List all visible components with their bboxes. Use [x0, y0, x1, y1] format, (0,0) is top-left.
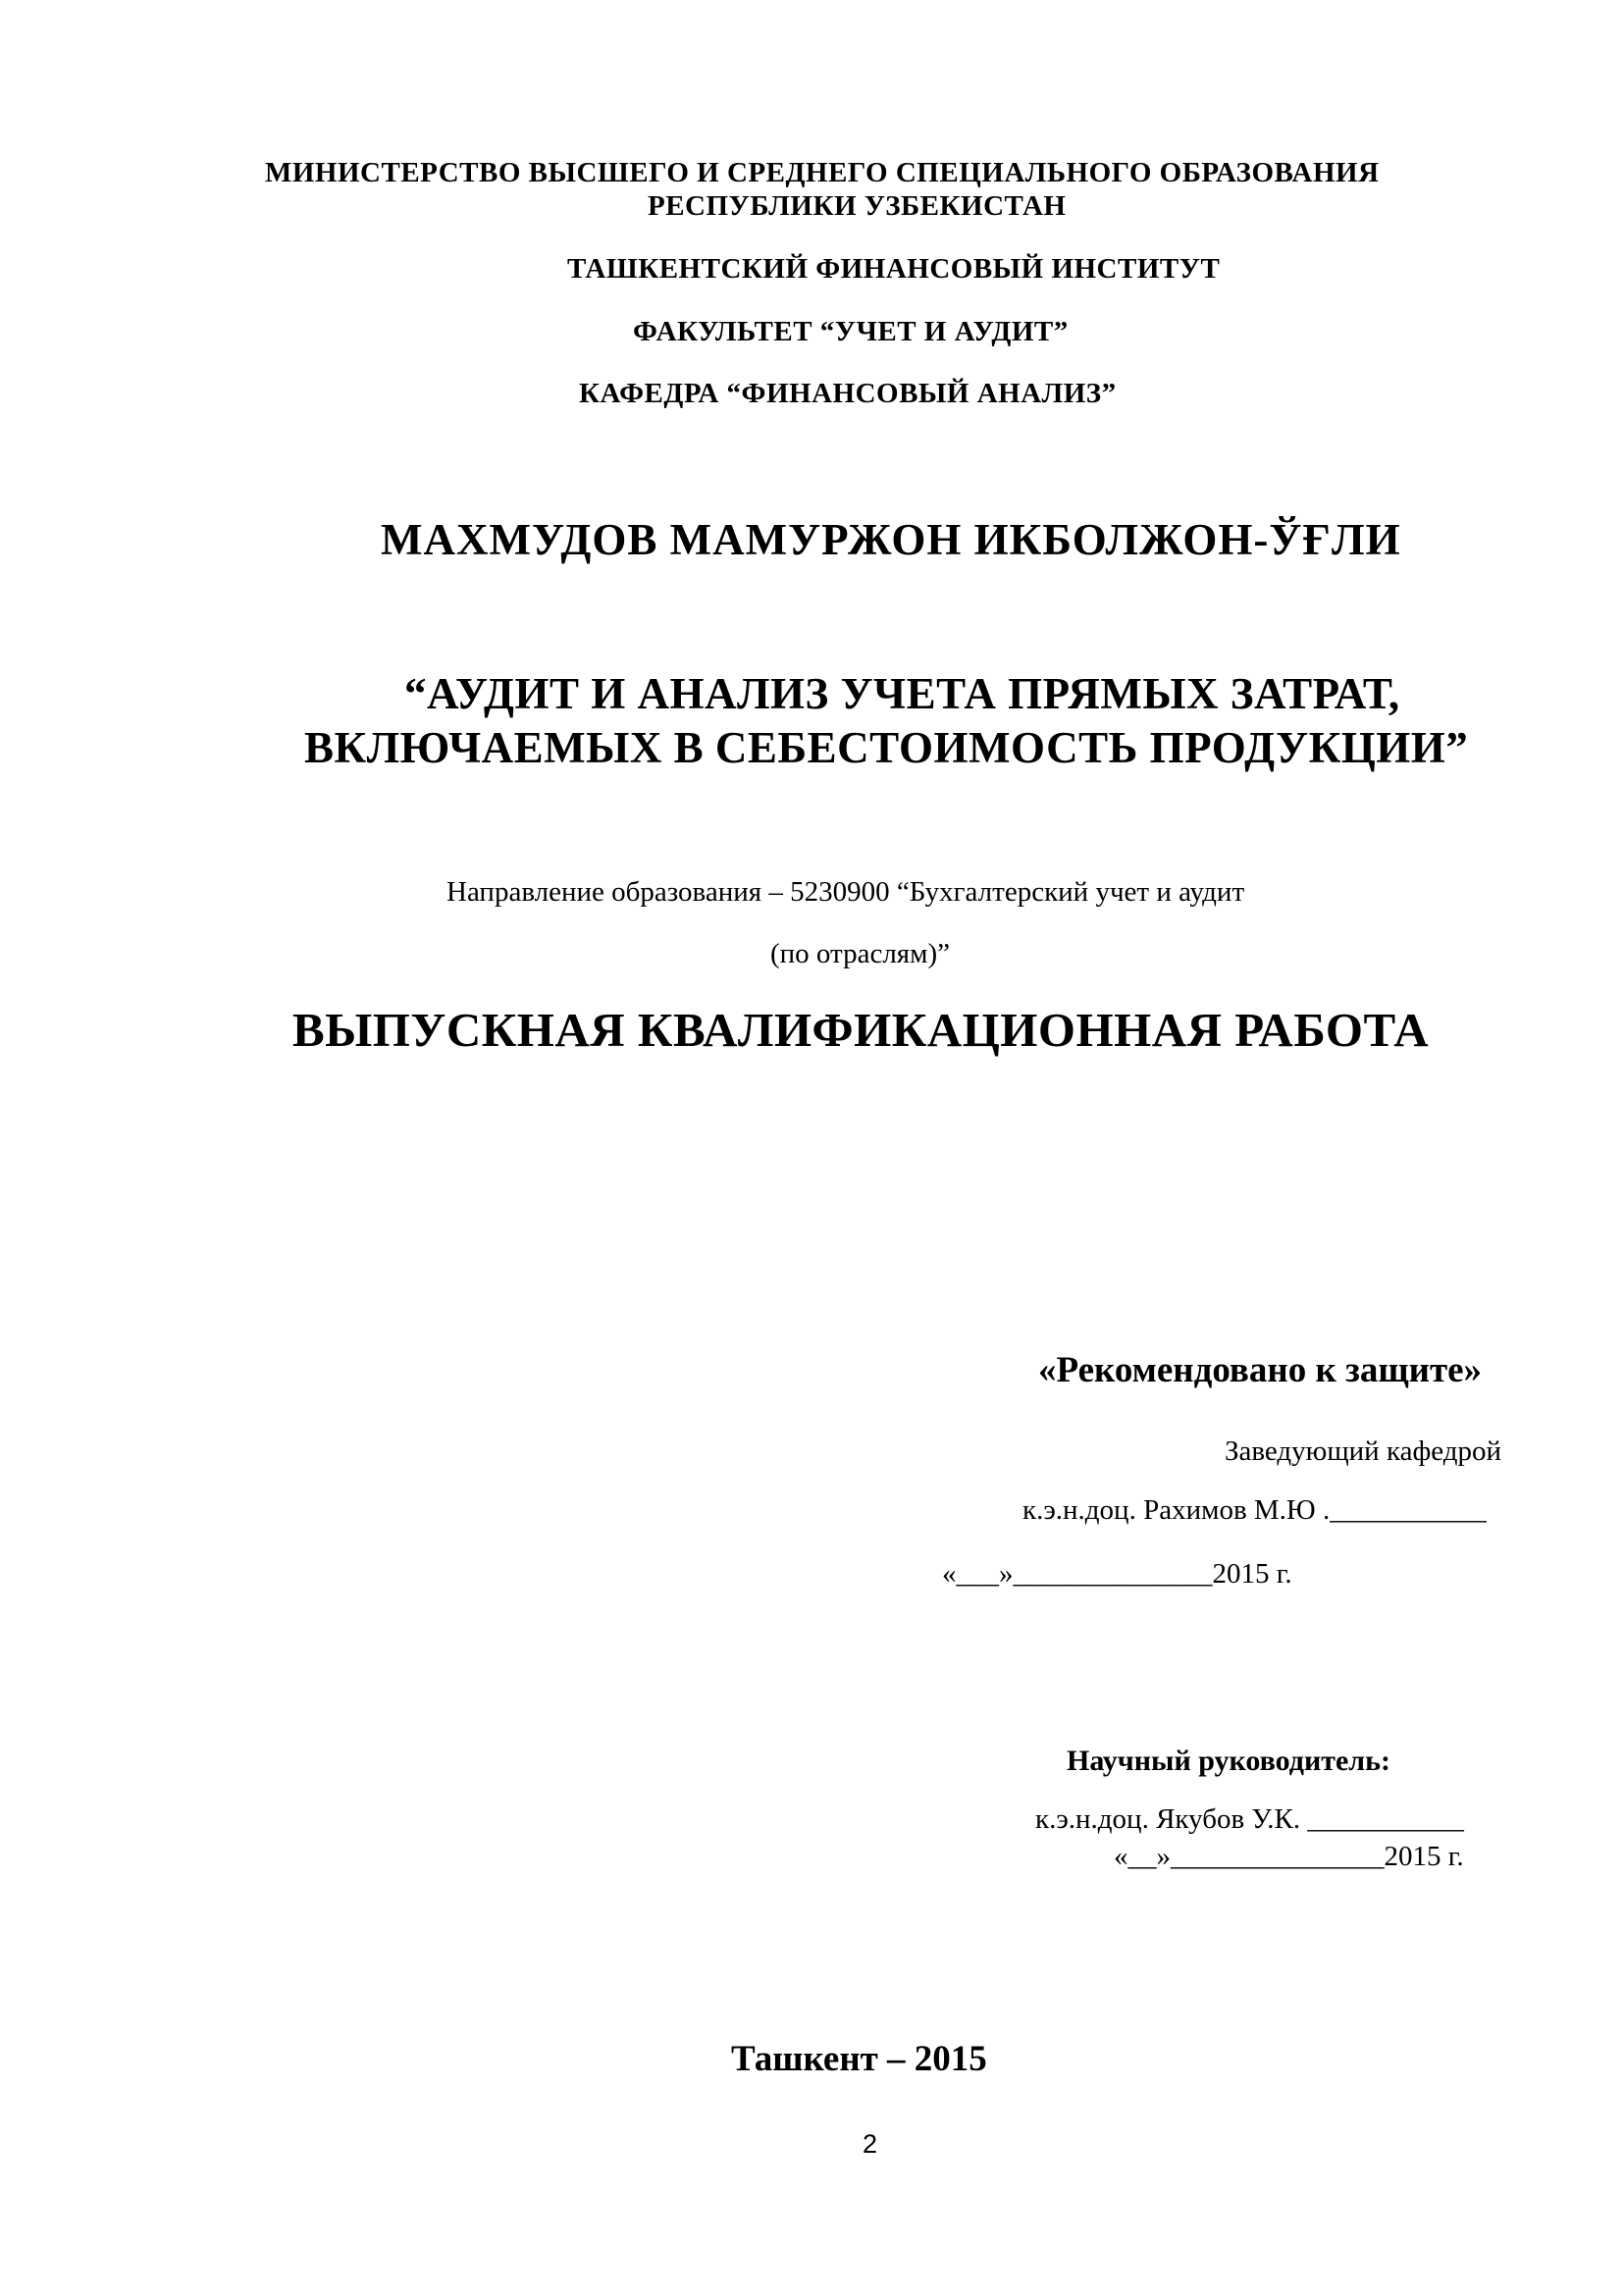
author-name: МАХМУДОВ МАМУРЖОН ИКБОЛЖОН-ЎҒЛИ [381, 515, 1401, 564]
recommended-label: «Рекомендовано к защите» [1038, 1350, 1483, 1390]
supervisor-name: к.э.н.доц. Якубов У.К. ___________ [1035, 1803, 1464, 1835]
department-name: КАФЕДРА “ФИНАНСОВЫЙ АНАЛИЗ” [579, 378, 1117, 409]
head-approval-date: «___»______________2015 г. [942, 1558, 1292, 1590]
head-of-department-role: Заведующий кафедрой [1225, 1435, 1502, 1467]
direction-line-1: Направление образования – 5230900 “Бухгалтерский учет и аудит [446, 876, 1245, 908]
supervisor-label: Научный руководитель: [1067, 1745, 1390, 1777]
direction-line-2: (по отраслям)” [770, 938, 951, 969]
work-type: ВЫПУСКНАЯ КВАЛИФИКАЦИОННАЯ РАБОТА [292, 1003, 1430, 1057]
ministry-line-2: РЕСПУБЛИКИ УЗБЕКИСТАН [648, 190, 1067, 222]
thesis-title-line-2: ВКЛЮЧАЕМЫХ В СЕБЕСТОИМОСТЬ ПРОДУКЦИИ” [304, 723, 1469, 772]
page-number: 2 [863, 2129, 878, 2159]
ministry-line-1: МИНИСТЕРСТВО ВЫСШЕГО И СРЕДНЕГО СПЕЦИАЛЬНОГО ОБРАЗОВАНИЯ [265, 157, 1380, 188]
head-of-department-name: к.э.н.доц. Рахимов М.Ю .___________ [1022, 1494, 1487, 1526]
thesis-title-line-1: “АУДИТ И АНАЛИЗ УЧЕТА ПРЯМЫХ ЗАТРАТ, [404, 669, 1400, 718]
institute-name: ТАШКЕНТСКИЙ ФИНАНСОВЫЙ ИНСТИТУТ [567, 253, 1221, 285]
supervisor-date: «__»_______________2015 г. [1114, 1841, 1464, 1872]
city-year: Ташкент – 2015 [731, 2039, 987, 2079]
faculty-name: ФАКУЛЬТЕТ “УЧЕТ И АУДИТ” [633, 316, 1069, 347]
